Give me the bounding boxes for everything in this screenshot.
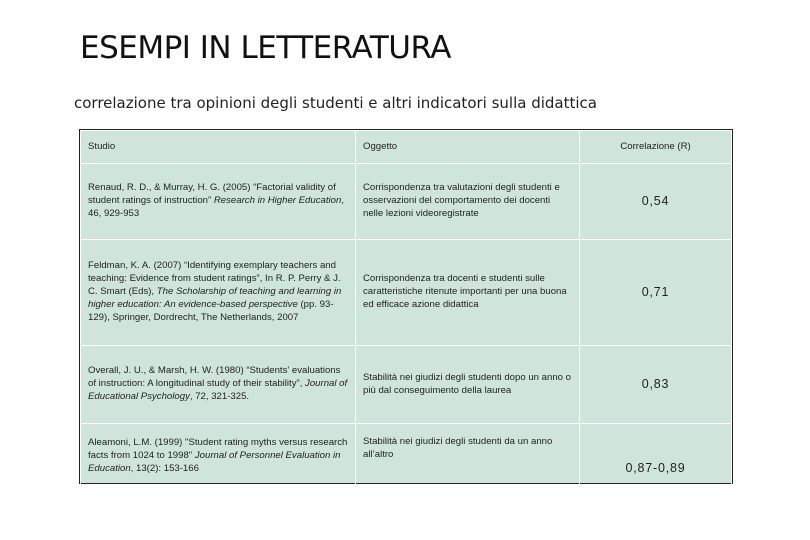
table-header-row xyxy=(81,131,732,164)
study-citation xyxy=(81,164,356,240)
table-row xyxy=(81,164,732,240)
table-row xyxy=(81,346,732,424)
citation-text: Renaud, R. D., & Murray, H. G. (2005) “Factorial validity of student ratings of instruction” xyxy=(88,182,336,207)
correlation-table xyxy=(80,130,732,513)
header-correlazione: Correlazione (R) xyxy=(580,131,732,164)
citation-text: , 13(2): 153-166 xyxy=(130,462,199,474)
table-row xyxy=(81,424,732,513)
citation-text: , 46, 929-953 xyxy=(88,195,344,219)
study-object: Corrispondenza tra valutazioni degli studenti e osservazioni del comportamento dei docenti nelle lezioni videoregistrate xyxy=(356,164,580,240)
literature-table xyxy=(79,129,733,484)
table-row xyxy=(81,240,732,346)
slide-title: ESEMPI IN LETTERATURA xyxy=(80,30,451,66)
citation-journal: Research in Higher Education xyxy=(213,195,342,207)
citation-journal: The Scholarship of teaching and learning in higher education: An evidence-based perspective xyxy=(88,286,342,310)
study-citation xyxy=(81,424,356,513)
study-object: Corrispondenza tra docenti e studenti sulle caratteristiche ritenute importanti per una buona ed efficace azione didattica xyxy=(356,240,580,346)
header-oggetto: Oggetto xyxy=(356,131,580,164)
correlation-value: 0,71 xyxy=(580,240,732,346)
citation-text: Feldman, K. A. (2007) “Identifying exemplary teachers and teaching: Evidence from student ratings”, In R. P. Perry & J. C. Smart (Eds), xyxy=(88,260,341,298)
citation-text: Overall, J. U., & Marsh, H. W. (1980) “Students' evaluations of instruction: A longitudinal study of their stability”, xyxy=(88,365,341,390)
slide-subtitle: correlazione tra opinioni degli studenti e altri indicatori sulla didattica xyxy=(74,94,597,112)
study-citation xyxy=(81,240,356,346)
study-object: Stabilità nei giudizi degli studenti da un anno all’altro xyxy=(356,424,580,513)
correlation-value: 0,54 xyxy=(580,164,732,240)
citation-text: , 72, 321-325. xyxy=(189,390,250,402)
study-citation xyxy=(81,346,356,424)
correlation-value: 0,83 xyxy=(580,346,732,424)
header-studio: Studio xyxy=(81,131,356,164)
citation-journal: Journal of Personnel Evaluation in Education xyxy=(88,449,341,474)
citation-journal: Journal of Educational Psychology xyxy=(88,378,348,402)
citation-text: Aleamoni, L.M. (1999) "Student rating myths versus research facts from 1024 to 1998" xyxy=(88,437,348,461)
citation-text: (pp. 93-129), Springer, Dordrecht, The Netherlands, 2007 xyxy=(88,298,334,323)
correlation-value: 0,87-0,89 xyxy=(580,424,732,513)
study-object: Stabilità nei giudizi degli studenti dopo un anno o più dal conseguimento della laurea xyxy=(356,346,580,424)
